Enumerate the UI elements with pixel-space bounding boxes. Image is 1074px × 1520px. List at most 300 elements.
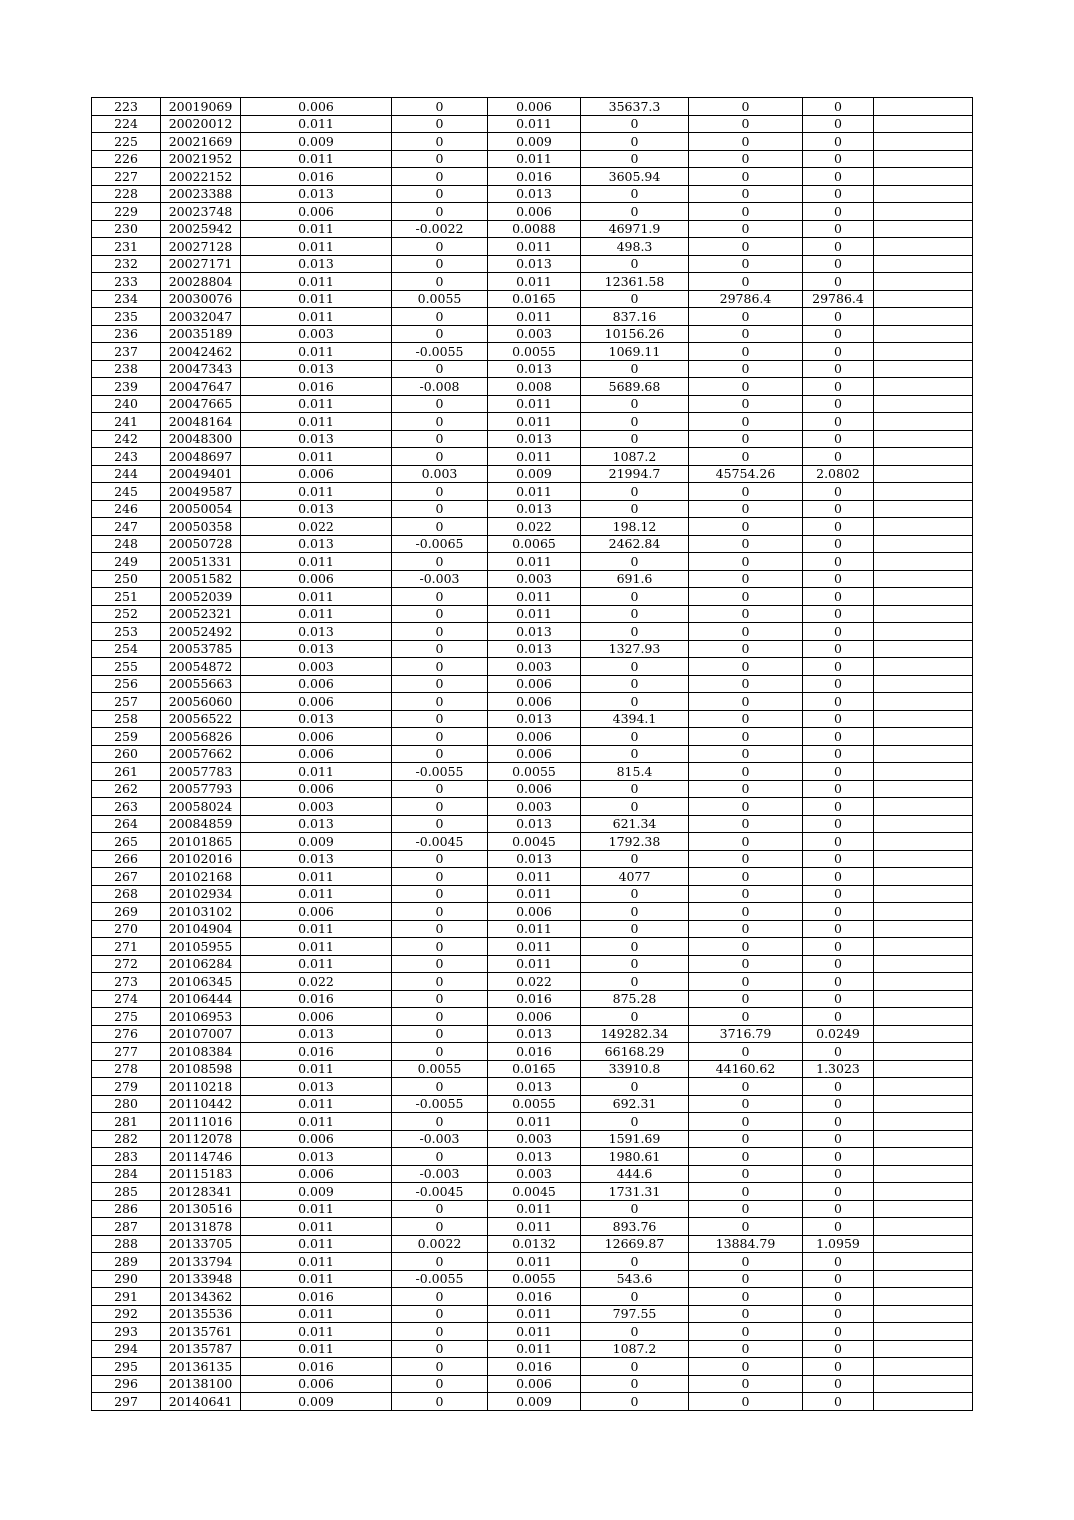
table-cell: 263: [92, 798, 161, 816]
table-cell: 0: [803, 763, 874, 781]
table-row: [92, 640, 973, 658]
table-cell: 0.016: [241, 1358, 392, 1376]
table-cell: 0: [581, 623, 689, 641]
table-cell: 242: [92, 430, 161, 448]
table-cell: 0.011: [488, 150, 581, 168]
table-cell: [874, 535, 973, 553]
table-cell: [874, 640, 973, 658]
table-row: [92, 728, 973, 746]
table-cell: 0: [392, 728, 488, 746]
table-cell: 0: [392, 1393, 488, 1411]
table-cell: 0.011: [488, 955, 581, 973]
table-cell: 0.0055: [488, 343, 581, 361]
table-cell: 0: [392, 203, 488, 221]
table-cell: 0.011: [241, 868, 392, 886]
table-cell: 0: [689, 640, 803, 658]
table-cell: 0: [803, 920, 874, 938]
table-cell: [874, 430, 973, 448]
table-cell: 0.009: [488, 133, 581, 151]
table-cell: 0: [689, 1043, 803, 1061]
table-cell: [874, 1323, 973, 1341]
table-cell: 294: [92, 1340, 161, 1358]
table-cell: 0: [689, 955, 803, 973]
table-cell: 1.3023: [803, 1060, 874, 1078]
table-cell: 0: [689, 1375, 803, 1393]
table-cell: 0: [803, 1393, 874, 1411]
table-cell: 0: [581, 973, 689, 991]
table-cell: 1.0959: [803, 1235, 874, 1253]
table-row: [92, 1253, 973, 1271]
table-cell: 226: [92, 150, 161, 168]
table-cell: 0: [581, 500, 689, 518]
table-cell: 20058024: [161, 798, 241, 816]
table-cell: 20054872: [161, 658, 241, 676]
table-cell: 0: [392, 1253, 488, 1271]
table-cell: 20042462: [161, 343, 241, 361]
table-cell: 0.011: [241, 938, 392, 956]
table-cell: 228: [92, 185, 161, 203]
table-cell: 20047343: [161, 360, 241, 378]
table-cell: 265: [92, 833, 161, 851]
table-cell: 255: [92, 658, 161, 676]
table-row: [92, 553, 973, 571]
table-cell: 0: [392, 973, 488, 991]
table-cell: 0.003: [488, 1165, 581, 1183]
table-cell: 0: [803, 798, 874, 816]
table-cell: 1792.38: [581, 833, 689, 851]
table-cell: 276: [92, 1025, 161, 1043]
table-cell: 0: [689, 675, 803, 693]
table-cell: 0: [689, 1148, 803, 1166]
table-cell: [874, 255, 973, 273]
table-cell: 20110218: [161, 1078, 241, 1096]
table-cell: 0.013: [241, 500, 392, 518]
table-cell: 0.011: [241, 308, 392, 326]
table-cell: 0: [689, 710, 803, 728]
table-cell: 0: [689, 98, 803, 116]
table-cell: 287: [92, 1218, 161, 1236]
table-cell: 0.009: [241, 1393, 392, 1411]
table-cell: -0.008: [392, 378, 488, 396]
table-cell: 20023748: [161, 203, 241, 221]
table-cell: 0: [689, 535, 803, 553]
table-cell: 0: [689, 273, 803, 291]
table-cell: 271: [92, 938, 161, 956]
table-cell: 20047647: [161, 378, 241, 396]
table-cell: 260: [92, 745, 161, 763]
table-cell: -0.003: [392, 1165, 488, 1183]
table-cell: 0.011: [488, 273, 581, 291]
table-cell: 0.013: [241, 710, 392, 728]
table-cell: 0.016: [488, 1288, 581, 1306]
table-cell: 0: [581, 115, 689, 133]
table-cell: 0: [581, 290, 689, 308]
table-cell: 0.0045: [488, 833, 581, 851]
table-cell: [874, 920, 973, 938]
table-cell: 0.011: [241, 1060, 392, 1078]
table-cell: 0.0022: [392, 1235, 488, 1253]
table-cell: 20035189: [161, 325, 241, 343]
table-cell: 0: [392, 903, 488, 921]
table-cell: 0.013: [488, 430, 581, 448]
table-cell: 282: [92, 1130, 161, 1148]
table-cell: 0.013: [241, 815, 392, 833]
table-cell: 20135787: [161, 1340, 241, 1358]
table-cell: 20050054: [161, 500, 241, 518]
table-cell: 12669.87: [581, 1235, 689, 1253]
table-cell: 1731.31: [581, 1183, 689, 1201]
table-cell: 0: [689, 185, 803, 203]
table-cell: 0: [803, 185, 874, 203]
table-cell: 0.0065: [488, 535, 581, 553]
table-cell: 0.006: [241, 780, 392, 798]
table-row: [92, 430, 973, 448]
table-cell: 0: [803, 1008, 874, 1026]
table-cell: 0: [392, 553, 488, 571]
table-cell: 257: [92, 693, 161, 711]
table-cell: 0.013: [488, 360, 581, 378]
table-cell: 225: [92, 133, 161, 151]
table-cell: 0: [392, 273, 488, 291]
table-cell: 0.013: [241, 1025, 392, 1043]
table-cell: 262: [92, 780, 161, 798]
table-cell: 4394.1: [581, 710, 689, 728]
table-cell: 0: [803, 220, 874, 238]
table-cell: 0: [392, 1008, 488, 1026]
table-row: [92, 168, 973, 186]
table-cell: 0: [689, 1165, 803, 1183]
table-cell: 0: [803, 1218, 874, 1236]
table-cell: 0.011: [488, 938, 581, 956]
table-cell: 0: [392, 430, 488, 448]
table-row: [92, 885, 973, 903]
table-cell: 33910.8: [581, 1060, 689, 1078]
table-cell: 281: [92, 1113, 161, 1131]
table-body: [92, 98, 973, 1411]
table-cell: 0.013: [488, 1148, 581, 1166]
table-cell: 244: [92, 465, 161, 483]
table-cell: 0.009: [241, 833, 392, 851]
table-cell: 0.013: [488, 500, 581, 518]
table-cell: 20021952: [161, 150, 241, 168]
table-cell: [874, 1113, 973, 1131]
table-cell: 797.55: [581, 1305, 689, 1323]
table-cell: 0.011: [241, 483, 392, 501]
table-cell: 0: [803, 133, 874, 151]
table-cell: -0.0045: [392, 1183, 488, 1201]
table-cell: 0.006: [241, 203, 392, 221]
table-row: [92, 868, 973, 886]
table-cell: 0.011: [241, 1270, 392, 1288]
table-cell: [874, 220, 973, 238]
table-cell: 12361.58: [581, 273, 689, 291]
table-cell: [874, 1340, 973, 1358]
table-cell: -0.0045: [392, 833, 488, 851]
table-cell: 0: [392, 780, 488, 798]
table-cell: 0: [803, 1253, 874, 1271]
table-row: [92, 150, 973, 168]
table-cell: 0.0249: [803, 1025, 874, 1043]
table-cell: 20138100: [161, 1375, 241, 1393]
table-cell: 0: [689, 220, 803, 238]
table-row: [92, 115, 973, 133]
table-cell: 0: [803, 675, 874, 693]
data-table: [91, 97, 973, 1411]
table-cell: 0: [689, 448, 803, 466]
table-cell: 0: [689, 623, 803, 641]
table-cell: 291: [92, 1288, 161, 1306]
table-cell: 0: [803, 780, 874, 798]
table-row: [92, 815, 973, 833]
table-cell: 20128341: [161, 1183, 241, 1201]
table-cell: 0.011: [241, 343, 392, 361]
table-cell: 0: [581, 553, 689, 571]
table-cell: 0: [581, 1375, 689, 1393]
table-cell: 0: [803, 1200, 874, 1218]
table-cell: [874, 1200, 973, 1218]
table-cell: 0: [803, 973, 874, 991]
table-cell: [874, 955, 973, 973]
table-cell: [874, 798, 973, 816]
table-cell: 224: [92, 115, 161, 133]
table-cell: 0: [689, 1305, 803, 1323]
table-cell: [874, 1130, 973, 1148]
table-cell: 0.011: [241, 920, 392, 938]
table-cell: 270: [92, 920, 161, 938]
table-cell: [874, 990, 973, 1008]
table-cell: 250: [92, 570, 161, 588]
table-cell: 0.006: [241, 675, 392, 693]
table-cell: 0: [803, 535, 874, 553]
table-cell: [874, 1025, 973, 1043]
table-cell: 0: [803, 343, 874, 361]
table-cell: 20053785: [161, 640, 241, 658]
table-cell: 0.011: [488, 1200, 581, 1218]
table-cell: 0: [803, 903, 874, 921]
table-row: [92, 1218, 973, 1236]
table-cell: -0.0055: [392, 343, 488, 361]
table-cell: 0: [689, 973, 803, 991]
table-cell: 0.013: [488, 623, 581, 641]
table-cell: 1087.2: [581, 1340, 689, 1358]
table-row: [92, 1113, 973, 1131]
table-cell: 0: [581, 483, 689, 501]
table-cell: 0: [689, 553, 803, 571]
table-cell: 0: [581, 588, 689, 606]
table-cell: 235: [92, 308, 161, 326]
table-cell: 20057783: [161, 763, 241, 781]
table-cell: 0.011: [488, 920, 581, 938]
table-row: [92, 955, 973, 973]
table-row: [92, 1340, 973, 1358]
table-row: [92, 518, 973, 536]
table-cell: 0: [803, 448, 874, 466]
table-cell: 815.4: [581, 763, 689, 781]
table-cell: 0.011: [241, 238, 392, 256]
table-cell: 0.011: [241, 588, 392, 606]
table-cell: 20112078: [161, 1130, 241, 1148]
table-cell: 0: [689, 168, 803, 186]
table-cell: 0.013: [241, 430, 392, 448]
table-cell: 0.016: [488, 1358, 581, 1376]
table-cell: [874, 588, 973, 606]
table-row: [92, 1305, 973, 1323]
table-cell: 0: [689, 1183, 803, 1201]
table-cell: 0: [581, 798, 689, 816]
table-cell: 0.022: [241, 518, 392, 536]
table-row: [92, 745, 973, 763]
table-cell: 0.006: [241, 1375, 392, 1393]
table-cell: 0: [392, 1043, 488, 1061]
table-cell: 0: [581, 780, 689, 798]
table-cell: 20052321: [161, 605, 241, 623]
table-cell: [874, 238, 973, 256]
table-cell: 0.011: [241, 413, 392, 431]
table-cell: 0: [392, 798, 488, 816]
table-cell: 0: [803, 1375, 874, 1393]
table-cell: 0.013: [488, 1025, 581, 1043]
table-cell: 0: [392, 168, 488, 186]
table-cell: 0.003: [392, 465, 488, 483]
table-cell: 278: [92, 1060, 161, 1078]
table-cell: [874, 903, 973, 921]
table-cell: 893.76: [581, 1218, 689, 1236]
table-cell: 0.013: [241, 360, 392, 378]
table-cell: [874, 325, 973, 343]
table-row: [92, 133, 973, 151]
table-cell: 0.011: [241, 1200, 392, 1218]
table-row: [92, 1008, 973, 1026]
table-cell: 0: [392, 1358, 488, 1376]
table-cell: 0.013: [488, 850, 581, 868]
table-cell: 0: [392, 185, 488, 203]
table-cell: 269: [92, 903, 161, 921]
table-cell: 0.006: [488, 203, 581, 221]
table-cell: 0: [581, 413, 689, 431]
table-cell: 20106953: [161, 1008, 241, 1026]
table-cell: 20136135: [161, 1358, 241, 1376]
table-cell: 0: [581, 903, 689, 921]
table-row: [92, 185, 973, 203]
table-cell: 0.011: [488, 1218, 581, 1236]
table-cell: 0: [689, 325, 803, 343]
table-cell: 0.011: [241, 1253, 392, 1271]
table-cell: 3716.79: [689, 1025, 803, 1043]
table-cell: 0: [803, 1113, 874, 1131]
table-cell: 0: [689, 1218, 803, 1236]
table-cell: 20051331: [161, 553, 241, 571]
table-cell: 20106444: [161, 990, 241, 1008]
table-row: [92, 1130, 973, 1148]
table-cell: 0: [803, 98, 874, 116]
table-cell: 0: [581, 1113, 689, 1131]
table-row: [92, 990, 973, 1008]
table-row: [92, 220, 973, 238]
table-cell: 444.6: [581, 1165, 689, 1183]
table-cell: 0: [689, 798, 803, 816]
table-cell: 0.011: [488, 605, 581, 623]
table-cell: 20135761: [161, 1323, 241, 1341]
table-cell: 0: [689, 1130, 803, 1148]
table-cell: 0: [689, 728, 803, 746]
table-cell: 0.013: [241, 640, 392, 658]
table-cell: 0: [803, 1358, 874, 1376]
table-cell: 0: [803, 623, 874, 641]
table-cell: [874, 605, 973, 623]
table-cell: 0: [689, 903, 803, 921]
table-cell: 0.011: [241, 1305, 392, 1323]
table-cell: 0.003: [488, 798, 581, 816]
table-cell: 0.011: [241, 885, 392, 903]
table-cell: 0: [803, 395, 874, 413]
table-cell: 0: [392, 815, 488, 833]
table-cell: -0.003: [392, 1130, 488, 1148]
table-row: [92, 1078, 973, 1096]
table-cell: 290: [92, 1270, 161, 1288]
table-cell: 0.013: [488, 815, 581, 833]
table-cell: 280: [92, 1095, 161, 1113]
table-cell: 0: [803, 833, 874, 851]
table-cell: 0.0132: [488, 1235, 581, 1253]
table-cell: 279: [92, 1078, 161, 1096]
table-cell: 0: [689, 850, 803, 868]
table-cell: 252: [92, 605, 161, 623]
table-cell: 0: [581, 255, 689, 273]
table-cell: 0: [392, 133, 488, 151]
table-cell: 0: [392, 745, 488, 763]
table-cell: 20106345: [161, 973, 241, 991]
table-cell: 0.011: [241, 1340, 392, 1358]
table-cell: 0: [392, 308, 488, 326]
table-cell: 0.013: [488, 255, 581, 273]
table-cell: 0.011: [488, 395, 581, 413]
table-row: [92, 378, 973, 396]
table-cell: 0.006: [488, 1375, 581, 1393]
table-cell: 0.008: [488, 378, 581, 396]
table-cell: [874, 413, 973, 431]
table-cell: 0.006: [241, 745, 392, 763]
table-cell: 0: [689, 238, 803, 256]
table-cell: 0.011: [241, 1095, 392, 1113]
table-cell: 0: [803, 745, 874, 763]
table-cell: [874, 1095, 973, 1113]
table-cell: [874, 623, 973, 641]
table-cell: 0.011: [241, 553, 392, 571]
table-cell: 245: [92, 483, 161, 501]
table-cell: 0: [581, 1078, 689, 1096]
table-cell: 0: [392, 518, 488, 536]
table-cell: 0: [803, 815, 874, 833]
table-cell: 0.0165: [488, 290, 581, 308]
table-cell: 0: [689, 693, 803, 711]
table-cell: 0: [392, 1305, 488, 1323]
table-cell: 0.011: [488, 483, 581, 501]
table-cell: 0: [392, 1078, 488, 1096]
table-cell: 0: [392, 1375, 488, 1393]
table-cell: 0.0055: [392, 1060, 488, 1078]
table-cell: 0.009: [488, 465, 581, 483]
table-cell: 0.006: [241, 1165, 392, 1183]
table-cell: 1069.11: [581, 343, 689, 361]
table-cell: 0: [581, 203, 689, 221]
table-cell: 0: [392, 238, 488, 256]
table-cell: 0: [581, 955, 689, 973]
table-cell: 20021669: [161, 133, 241, 151]
table-cell: [874, 1270, 973, 1288]
table-cell: 0: [392, 588, 488, 606]
table-cell: 0.013: [241, 535, 392, 553]
table-cell: 692.31: [581, 1095, 689, 1113]
